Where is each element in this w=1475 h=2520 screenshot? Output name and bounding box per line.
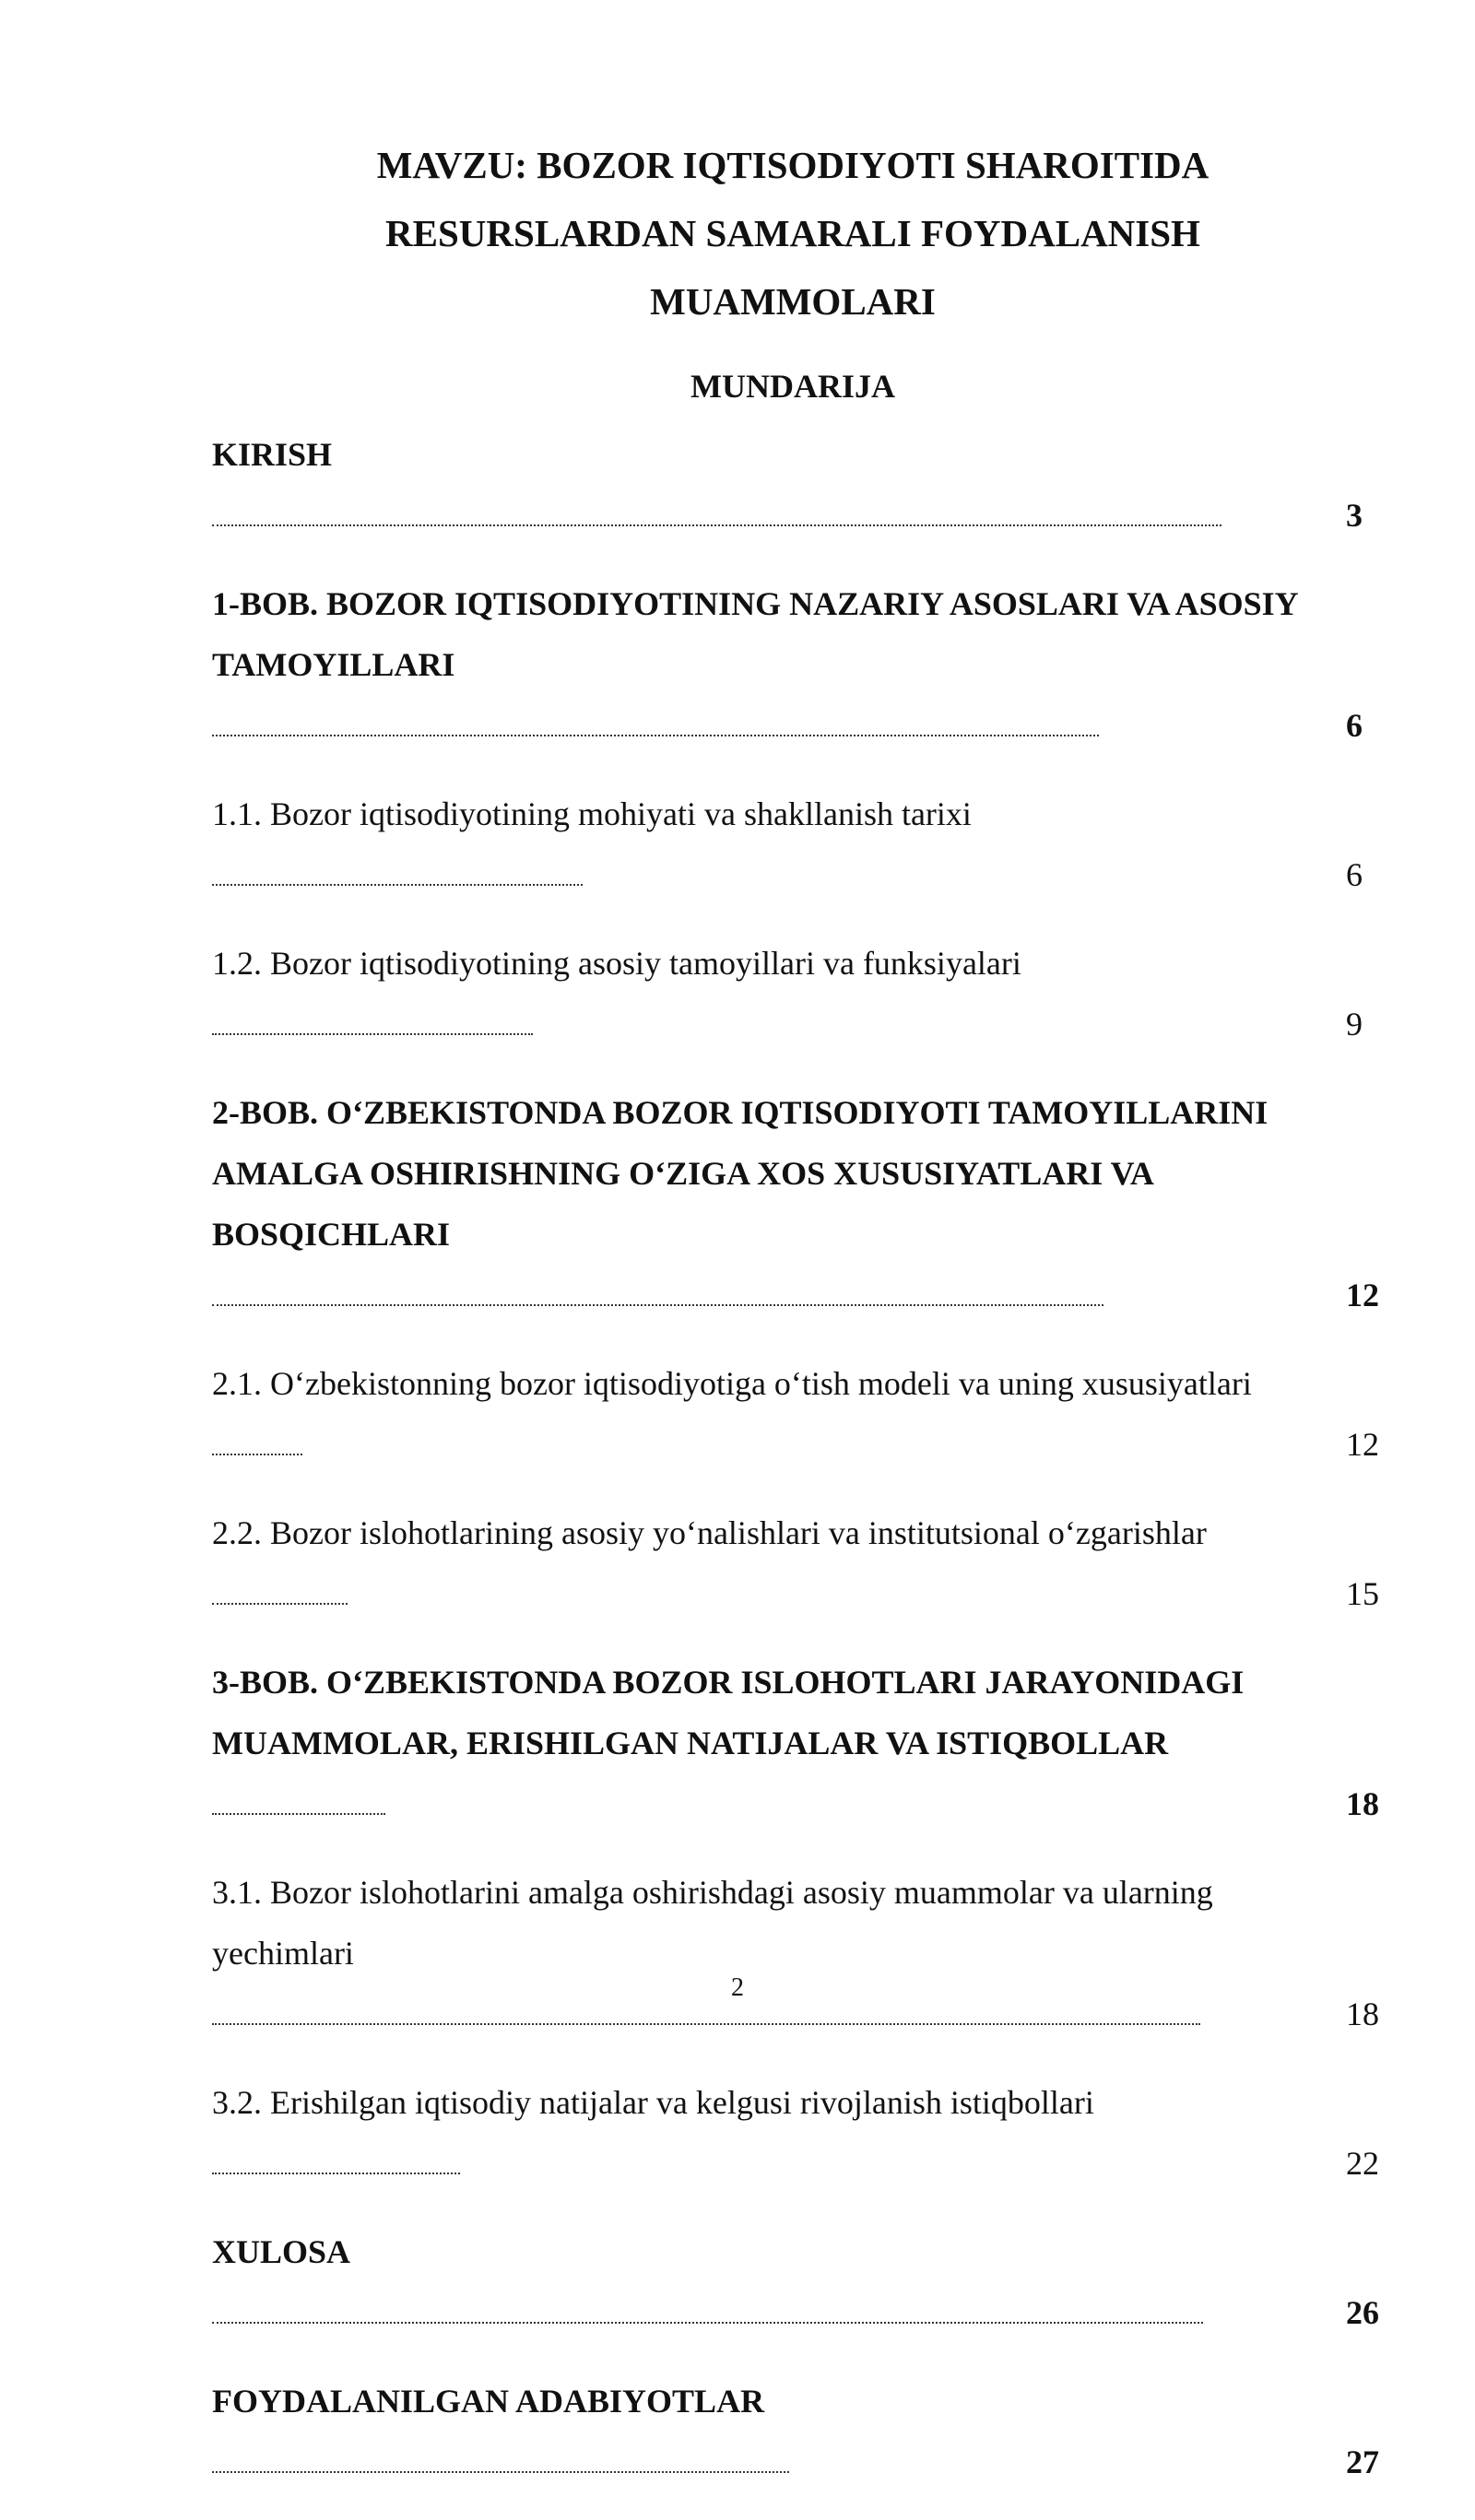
toc-entry-page: 6 — [1346, 856, 1363, 893]
toc-dot-leader — [212, 1811, 385, 1815]
table-of-contents — [212, 424, 1379, 2520]
toc-entry-title: 2-BOB. O‘ZBEKISTONDA BOZOR IQTISODIYOTI TAMOYILLARINI AMALGA OSHIRISHNING O‘ZIGA XOS XUSUSIYATLARI VA BOSQICHLARI — [212, 1094, 1268, 1253]
toc-dot-leader — [212, 2021, 1200, 2025]
toc-dot-leader — [212, 2320, 1203, 2324]
toc-entry[interactable] — [212, 1082, 1379, 1325]
toc-entry[interactable] — [212, 1652, 1379, 1834]
toc-entry[interactable] — [212, 933, 1363, 1054]
toc-dot-leader — [212, 1452, 302, 1455]
toc-dot-leader — [212, 1031, 533, 1035]
toc-entry-title: XULOSA — [212, 2233, 351, 2270]
toc-entry[interactable] — [212, 1353, 1379, 1475]
toc-entry-title: KIRISH — [212, 436, 333, 473]
toc-entry-page: 6 — [1346, 707, 1363, 744]
toc-dot-leader — [212, 2171, 460, 2174]
toc-entry-page: 18 — [1346, 1785, 1379, 1822]
toc-entry-title: 3.1. Bozor islohotlarini amalga oshirishdagi asosiy muammolar va ularning yechimlari — [212, 1874, 1213, 1972]
title-line: MAVZU: BOZOR IQTISODIYOTI SHAROITIDA — [376, 144, 1210, 186]
toc-entry-title: 2.2. Bozor islohotlarining asosiy yo‘nalishlari va institutsional o‘zgarishlar — [212, 1514, 1207, 1551]
toc-dot-leader — [212, 1302, 1103, 1306]
toc-dot-leader — [212, 2469, 789, 2473]
toc-entry-page: 3 — [1346, 497, 1363, 534]
toc-entry-title: 3-BOB. O‘ZBEKISTONDA BOZOR ISLOHOTLARI JARAYONIDAGI MUAMMOLAR, ERISHILGAN NATIJALAR VA ISTIQBOLLAR — [212, 1664, 1245, 1761]
title-line: RESURSLARDAN SAMARALI FOYDALANISH — [385, 212, 1200, 254]
toc-entry[interactable] — [212, 573, 1363, 756]
page-number: 2 — [731, 1973, 744, 2002]
toc-dot-leader — [212, 1601, 348, 1605]
toc-entry[interactable] — [212, 1502, 1379, 1624]
toc-dot-leader — [212, 882, 583, 886]
toc-entry-page: 18 — [1346, 1996, 1379, 2032]
toc-entry[interactable] — [212, 783, 1363, 905]
toc-entry-title: 1-BOB. BOZOR IQTISODIYOTINING NAZARIY ASOSLARI VA ASOSIY TAMOYILLARI — [212, 585, 1298, 683]
toc-entry[interactable] — [212, 2221, 1379, 2343]
toc-entry-title: 1.1. Bozor iqtisodiyotining mohiyati va shakllanish tarixi — [212, 795, 972, 832]
toc-dot-leader — [212, 733, 1099, 736]
contents-heading: MUNDARIJA — [690, 368, 895, 405]
toc-entry[interactable] — [212, 2072, 1379, 2194]
toc-dot-leader — [212, 523, 1221, 526]
toc-entry[interactable] — [212, 1862, 1379, 2044]
toc-entry-title: 3.2. Erishilgan iqtisodiy natijalar va kelgusi rivojlanish istiqbollari — [212, 2084, 1094, 2121]
toc-entry-page: 9 — [1346, 1006, 1363, 1042]
toc-entry-title: FOYDALANILGAN ADABIYOTLAR — [212, 2383, 765, 2420]
title-line: MUAMMOLARI — [650, 280, 936, 323]
toc-entry-page: 27 — [1346, 2443, 1379, 2480]
toc-entry-title: 2.1. O‘zbekistonning bozor iqtisodiyotiga o‘tish modeli va uning xususiyatlari — [212, 1365, 1252, 1402]
toc-entry-page: 12 — [1346, 1426, 1379, 1463]
toc-entry-title: 1.2. Bozor iqtisodiyotining asosiy tamoyillari va funksiyalari — [212, 945, 1021, 982]
toc-entry-page: 15 — [1346, 1575, 1379, 1612]
toc-entry-page: 22 — [1346, 2145, 1379, 2182]
toc-entry[interactable] — [212, 424, 1363, 546]
toc-entry[interactable] — [212, 2371, 1379, 2492]
document-title — [212, 131, 1374, 336]
toc-entry-page: 12 — [1346, 1277, 1379, 1313]
toc-entry-page: 26 — [1346, 2294, 1379, 2331]
